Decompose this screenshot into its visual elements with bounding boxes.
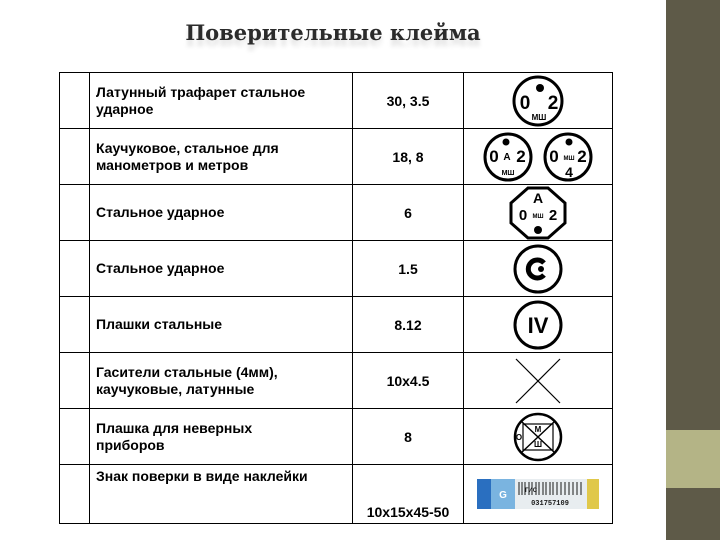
stamp-iv-icon [508,299,568,351]
description-line: Гасители стальные (4мм), [96,363,278,380]
stamp-digit: 2 [548,206,558,224]
stamp-cell [464,241,613,297]
stamp-cell [464,129,613,185]
value-cell: 30, 3.5 [353,73,464,129]
description-line: Плашка для неверных [96,419,253,436]
blank-cell [60,353,90,409]
value-cell: 8 [353,409,464,465]
sticker-mark: G [499,490,507,501]
value-cell: 1.5 [353,241,464,297]
table-row [60,465,613,524]
stamps-table [59,72,613,524]
blank-cell [60,465,90,524]
description-line: каучуковые, латунные [96,380,255,397]
description-line: Каучуковое, стальное для [96,139,279,156]
stamp-02-msh-icon [503,75,573,127]
table-row [60,241,613,297]
description-cell [90,129,353,185]
description-cell [90,241,353,297]
description-cell [90,73,353,129]
blank-cell [60,129,90,185]
sticker-label-icon [477,479,599,509]
side-band [666,0,720,430]
table-row [60,353,613,409]
blank-cell [60,73,90,129]
stamp-circle-c-icon [508,243,568,295]
stamp-letter: М [534,424,542,434]
description-line: манометров и метров [96,156,249,173]
blank-cell [60,241,90,297]
stamp-digit: 2 [577,146,587,166]
stamp-letter: А [503,151,511,163]
sticker-tag: ГИС [525,488,538,494]
sticker-code: 031757109 [531,500,569,508]
blank-cell [60,297,90,353]
stamp-cell [464,185,613,241]
side-band [666,488,720,540]
stamp-cell [464,353,613,409]
description-line: Стальное ударное [96,204,225,221]
stamp-crossed-circle-icon [508,411,568,463]
stamp-digit: 0 [549,146,559,166]
value-cell: 10x4.5 [353,353,464,409]
description-line: Стальное ударное [96,260,225,277]
description-line: ударное [96,100,154,117]
stamp-digit: 4 [565,163,573,180]
stamp-label: МШ [531,112,547,122]
table-row [60,73,613,129]
description-cell [90,297,353,353]
stamp-digit: 2 [547,92,559,114]
value-cell: 18, 8 [353,129,464,185]
stamp-roman: IV [527,312,549,338]
value-cell: 10x15x45-50 [353,465,464,524]
blank-cell [60,185,90,241]
stamp-cell [464,73,613,129]
description-line: Латунный трафарет стальное [96,83,306,100]
page-title: Поверительные клейма [185,20,481,45]
table-row [60,297,613,353]
stamp-letter: А [532,189,544,206]
stamp-cell [464,465,613,524]
side-band-accent [666,430,720,488]
description-cell [90,353,353,409]
stamp-label: МШ [563,155,575,162]
table-row [60,409,613,465]
description-line: приборов [96,436,165,453]
blank-cell [60,409,90,465]
stamp-letter: О [515,432,523,442]
stamp-pair-icon [478,131,598,183]
stamp-digit: 0 [518,206,528,224]
table-row [60,129,613,185]
table-row [60,185,613,241]
stamp-cell [464,409,613,465]
description-cell [90,465,353,524]
stamp-label: МШ [532,213,544,220]
description-line: Плашки стальные [96,316,223,333]
value-cell: 8.12 [353,297,464,353]
stamp-digit: 2 [516,146,526,166]
stamp-cell [464,297,613,353]
description-cell [90,409,353,465]
stamp-octagon-a02-icon [508,186,568,240]
description-line: Знак поверки в виде наклейки [96,468,308,484]
description-cell [90,185,353,241]
stamp-digit: 0 [519,92,531,114]
stamp-label: МШ [501,169,515,177]
stamp-letter: Ш [533,439,543,449]
stamp-digit: 0 [489,146,499,166]
stamp-cross-icon [508,355,568,407]
value-cell: 6 [353,185,464,241]
